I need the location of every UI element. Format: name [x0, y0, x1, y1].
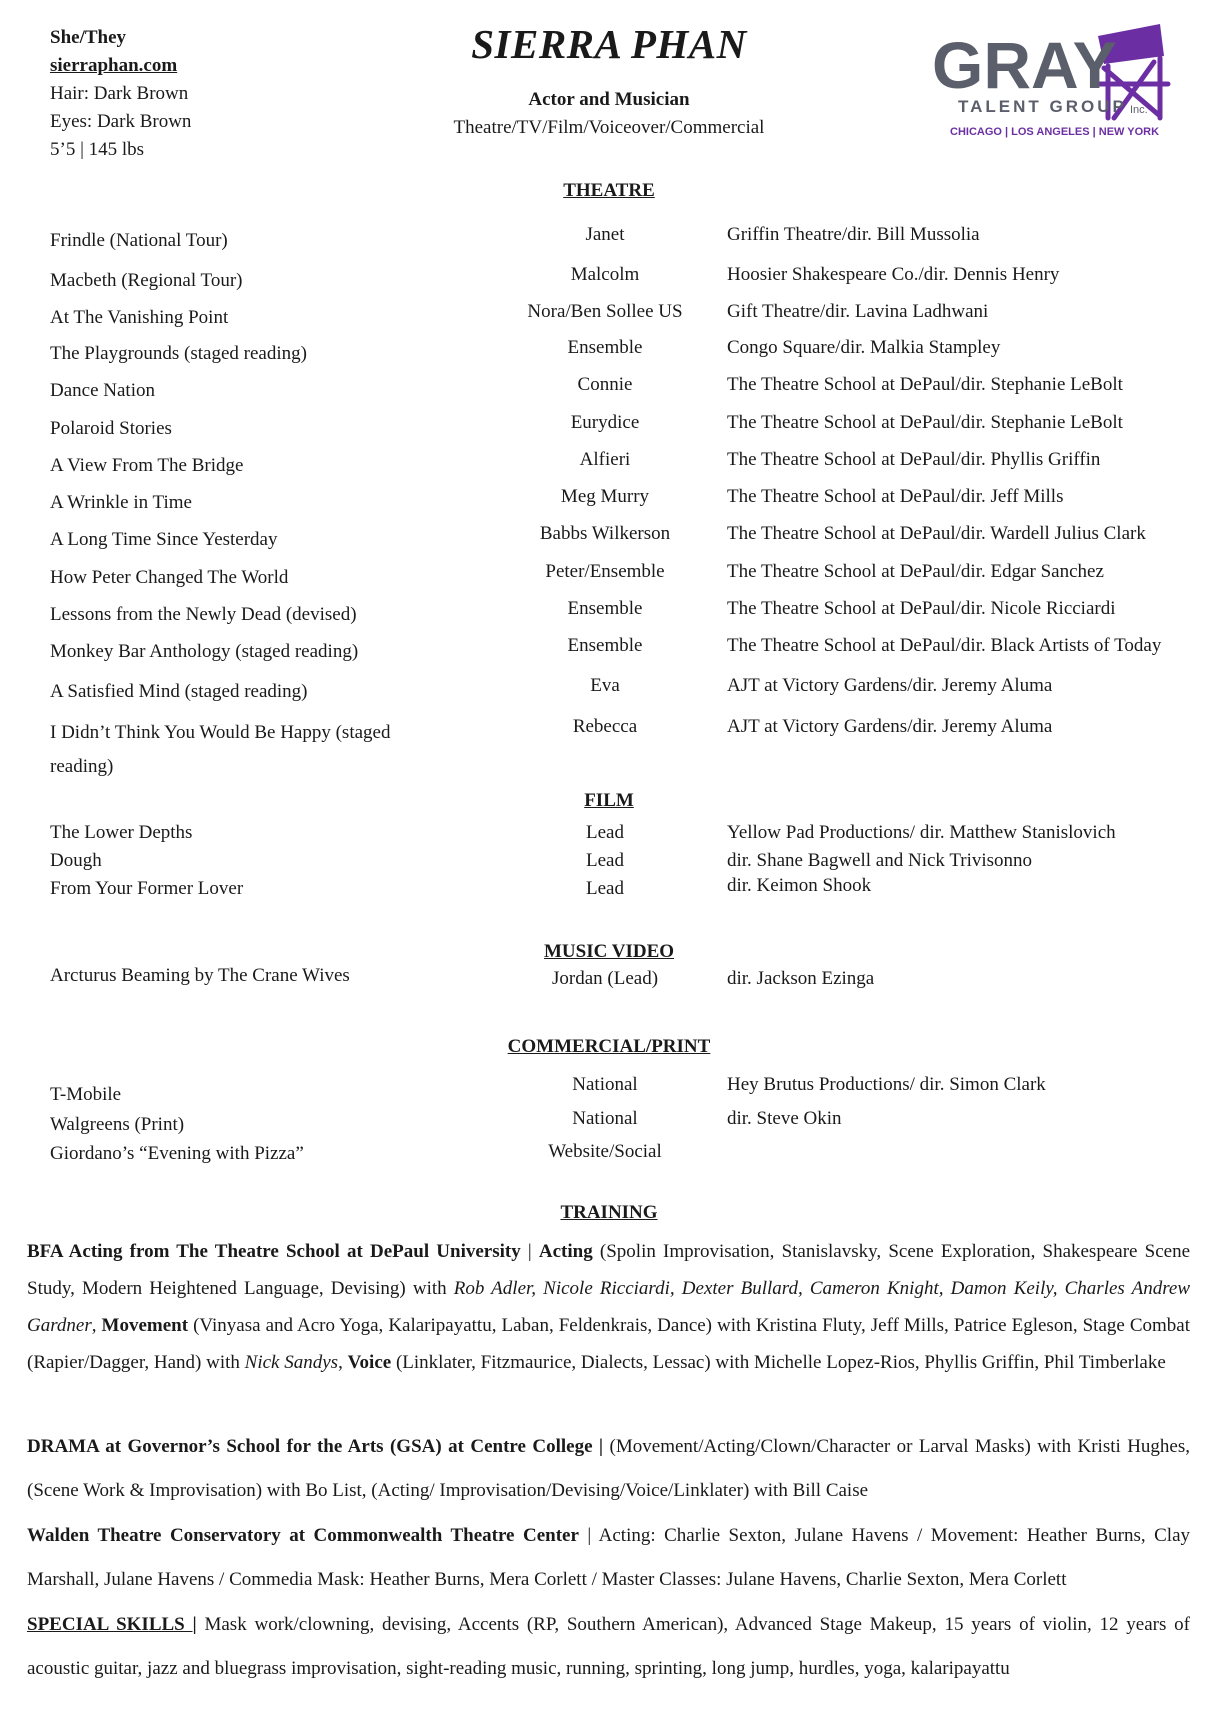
acting-teachers: Rob Adler, Nicole Ricciardi, Dexter Bullard, Cameron Knight, Damon Keily, Charles Andrew Gardner	[27, 1278, 1190, 1336]
credit-title: From Your Former Lover	[50, 878, 244, 899]
training-school: DRAMA at Governor’s School for the Arts (GSA) at Centre College |	[27, 1436, 604, 1457]
credit-company: Hey Brutus Productions/ dir. Simon Clark	[727, 1074, 1046, 1095]
credit-role: National	[572, 1108, 638, 1129]
section-music-video-heading: MUSIC VIDEO	[543, 941, 675, 962]
section-film-heading: FILM	[584, 790, 634, 811]
disciplines: Theatre/TV/Film/Voiceover/Commercial	[453, 117, 765, 138]
credit-role: Peter/Ensemble	[545, 561, 665, 582]
credit-row-continuation	[0, 756, 1218, 786]
actor-title: Actor and Musician	[528, 89, 690, 110]
credit-title: T-Mobile	[50, 1084, 122, 1105]
pronouns: She/They	[50, 27, 127, 48]
credit-title: Dough	[50, 850, 102, 871]
training-text: (Movement/Acting/Clown/Character or Larval Masks) with Kristi Hughes,(Scene Work & Improvisation) with Bo List, (Acting/ Improvisation/Devising/Voice/Linklater) with Bill Caise	[27, 1436, 1190, 1501]
credit-title: I Didn’t Think You Would Be Happy (staged	[50, 722, 391, 743]
skills-text: Mask work/clowning, devising, Accents (RP, Southern American), Advanced Stage Makeup, 15 years of violin, 12 years of acoustic guitar, jazz and bluegrass improvisation, sight-reading music, running, sprinting, long jump, hurdles, yoga, kalaripayattu	[27, 1614, 1190, 1679]
credit-role: Rebecca	[572, 716, 638, 737]
credit-company: Congo Square/dir. Malkia Stampley	[727, 337, 1001, 358]
credit-row	[0, 675, 1218, 711]
training-school: BFA Acting from The Theatre School at DePaul University	[27, 1241, 521, 1262]
credit-row	[0, 523, 1218, 559]
credit-title: Lessons from the Newly Dead (devised)	[50, 604, 357, 625]
credit-role: Website/Social	[548, 1141, 662, 1162]
credit-company: The Theatre School at DePaul/dir. Wardell Julius Clark	[727, 523, 1146, 544]
logo-cities: CHICAGO | LOS ANGELES | NEW YORK	[950, 126, 1160, 138]
credit-role: Meg Murry	[560, 486, 650, 507]
credit-row	[0, 374, 1218, 410]
comma: ,	[338, 1352, 348, 1373]
section-commercial-heading: COMMERCIAL/PRINT	[507, 1036, 711, 1057]
credit-company: Gift Theatre/dir. Lavina Ladhwani	[727, 301, 989, 322]
credit-row	[0, 965, 1218, 995]
voice-text: (Linklater, Fitzmaurice, Dialects, Lessac) with Michelle Lopez-Rios, Phyllis Griffin, Phil Timberlake	[391, 1352, 1166, 1373]
logo-word: GRAY	[932, 28, 1117, 102]
skills-label: SPECIAL SKILLS	[27, 1614, 193, 1635]
section-theatre-heading: THEATRE	[563, 180, 655, 201]
credit-row	[0, 598, 1218, 634]
movement-label: Movement	[101, 1315, 189, 1336]
credit-row	[0, 1108, 1218, 1144]
credit-company: The Theatre School at DePaul/dir. Stephanie LeBolt	[727, 374, 1123, 395]
combat-teacher: Nick Sandys	[244, 1352, 339, 1373]
section-training-heading: TRAINING	[560, 1202, 658, 1223]
credit-company: AJT at Victory Gardens/dir. Jeremy Aluma	[727, 675, 1053, 696]
credit-title: The Lower Depths	[50, 822, 193, 843]
hair-color: Hair: Dark Brown	[50, 83, 189, 104]
credit-title: Arcturus Beaming by The Crane Wives	[50, 965, 350, 986]
credit-title: Polaroid Stories	[50, 418, 172, 439]
comma: ,	[91, 1315, 102, 1336]
credit-company: The Theatre School at DePaul/dir. Jeff Mills	[727, 486, 1064, 507]
credit-title-continuation: reading)	[50, 756, 114, 777]
credit-company: dir. Shane Bagwell and Nick Trivisonno	[727, 850, 1033, 871]
credit-role: Ensemble	[567, 598, 643, 619]
credit-row	[0, 716, 1218, 752]
credit-company: AJT at Victory Gardens/dir. Jeremy Aluma	[727, 716, 1053, 737]
training-text: | Acting: Charlie Sexton, Julane Havens / Movement: Heather Burns, Clay Marshall, Julane Havens / Commedia Mask: Heather Burns, Mera Corlett / Master Classes: Julane Havens, Charlie Sexton, Mera Corlett	[27, 1525, 1191, 1590]
credit-company: The Theatre School at DePaul/dir. Phyllis Griffin	[727, 449, 1101, 470]
training-walden	[27, 1514, 1190, 1602]
training-school: Walden Theatre Conservatory at Commonwealth Theatre Center	[27, 1525, 579, 1546]
credit-title: Frindle (National Tour)	[50, 230, 228, 251]
voice-label: Voice	[347, 1352, 392, 1373]
credit-role: Eurydice	[570, 412, 640, 433]
credit-row	[0, 850, 1218, 880]
credit-company: Hoosier Shakespeare Co./dir. Dennis Henry	[727, 264, 1060, 285]
credit-company: dir. Jackson Ezinga	[727, 968, 875, 989]
credit-title: Giordano’s “Evening with Pizza”	[50, 1143, 304, 1164]
credit-title: How Peter Changed The World	[50, 567, 289, 588]
credit-row	[0, 875, 1218, 908]
credit-title: A View From The Bridge	[50, 455, 244, 476]
credit-title: A Satisfied Mind (staged reading)	[50, 681, 308, 702]
credit-row	[0, 264, 1218, 300]
credit-title: At The Vanishing Point	[50, 307, 229, 328]
credit-company: The Theatre School at DePaul/dir. Edgar Sanchez	[727, 561, 1104, 582]
credit-row	[0, 224, 1218, 260]
logo-subword: TALENT GROUP	[958, 97, 1127, 116]
credit-row	[0, 822, 1218, 852]
logo-inc: Inc.	[1130, 104, 1148, 116]
credit-row	[0, 412, 1218, 448]
credit-role: Connie	[577, 374, 633, 395]
credit-row	[0, 449, 1218, 485]
credit-row	[0, 1143, 1218, 1173]
acting-label: Acting	[538, 1241, 593, 1262]
height-weight: 5’5 | 145 lbs	[50, 139, 145, 160]
credit-role: Alfieri	[579, 449, 631, 470]
special-skills	[27, 1603, 1190, 1691]
movement-text: (Vinyasa and Acro Yoga, Kalaripayattu, Laban, Feldenkrais, Dance) with Kristina Fluty, Jeff Mills, Patrice Egleson, Stage Combat (Rapier/Dagger, Hand) with	[27, 1315, 1191, 1373]
actor-name: SIERRA PHAN	[471, 21, 747, 67]
agency-logo	[928, 18, 1188, 148]
credit-title: The Playgrounds (staged reading)	[50, 343, 307, 364]
credit-role: Lead	[586, 822, 624, 843]
credit-company: dir. Keimon Shook	[727, 875, 872, 896]
agency-logo-graphic	[928, 18, 1188, 148]
credit-row	[0, 635, 1218, 671]
credit-row	[0, 337, 1218, 373]
credit-company: Griffin Theatre/dir. Bill Mussolia	[727, 224, 980, 245]
eye-color: Eyes: Dark Brown	[50, 111, 192, 132]
credit-title: Walgreens (Print)	[50, 1114, 185, 1135]
credit-title: Dance Nation	[50, 380, 155, 401]
training-depaul	[27, 1233, 1190, 1381]
credit-company: The Theatre School at DePaul/dir. Black Artists of Today	[727, 635, 1162, 656]
credit-role: Janet	[585, 224, 625, 245]
credit-role: Nora/Ben Sollee US	[527, 301, 683, 322]
credit-role: National	[572, 1074, 638, 1095]
separator: |	[192, 1614, 197, 1635]
website-link[interactable]: sierraphan.com	[50, 55, 178, 76]
credit-title: A Long Time Since Yesterday	[50, 529, 278, 550]
credit-row	[0, 486, 1218, 522]
credit-role: Ensemble	[567, 337, 643, 358]
credit-role: Eva	[590, 675, 620, 696]
credit-company: Yellow Pad Productions/ dir. Matthew Stanislovich	[727, 822, 1116, 843]
credit-title: Macbeth (Regional Tour)	[50, 270, 243, 291]
credit-row	[0, 561, 1218, 597]
credit-title: A Wrinkle in Time	[50, 492, 192, 513]
credit-role: Lead	[586, 850, 624, 871]
credit-company: The Theatre School at DePaul/dir. Stephanie LeBolt	[727, 412, 1123, 433]
credit-role: Babbs Wilkerson	[539, 523, 671, 544]
credit-role: Jordan (Lead)	[551, 968, 659, 989]
credit-title: Monkey Bar Anthology (staged reading)	[50, 641, 359, 662]
credit-role: Lead	[586, 878, 624, 899]
credit-company: dir. Steve Okin	[727, 1108, 842, 1129]
credit-row	[0, 301, 1218, 337]
acting-text: (Spolin Improvisation, Stanislavsky, Scene Exploration, Shakespeare Scene Study, Modern Heightened Language, Devising) with	[27, 1241, 1190, 1299]
training-gsa	[27, 1425, 1190, 1513]
credit-role: Malcolm	[570, 264, 640, 285]
credit-role: Ensemble	[567, 635, 643, 656]
separator: |	[520, 1241, 539, 1262]
credit-company: The Theatre School at DePaul/dir. Nicole Ricciardi	[727, 598, 1116, 619]
